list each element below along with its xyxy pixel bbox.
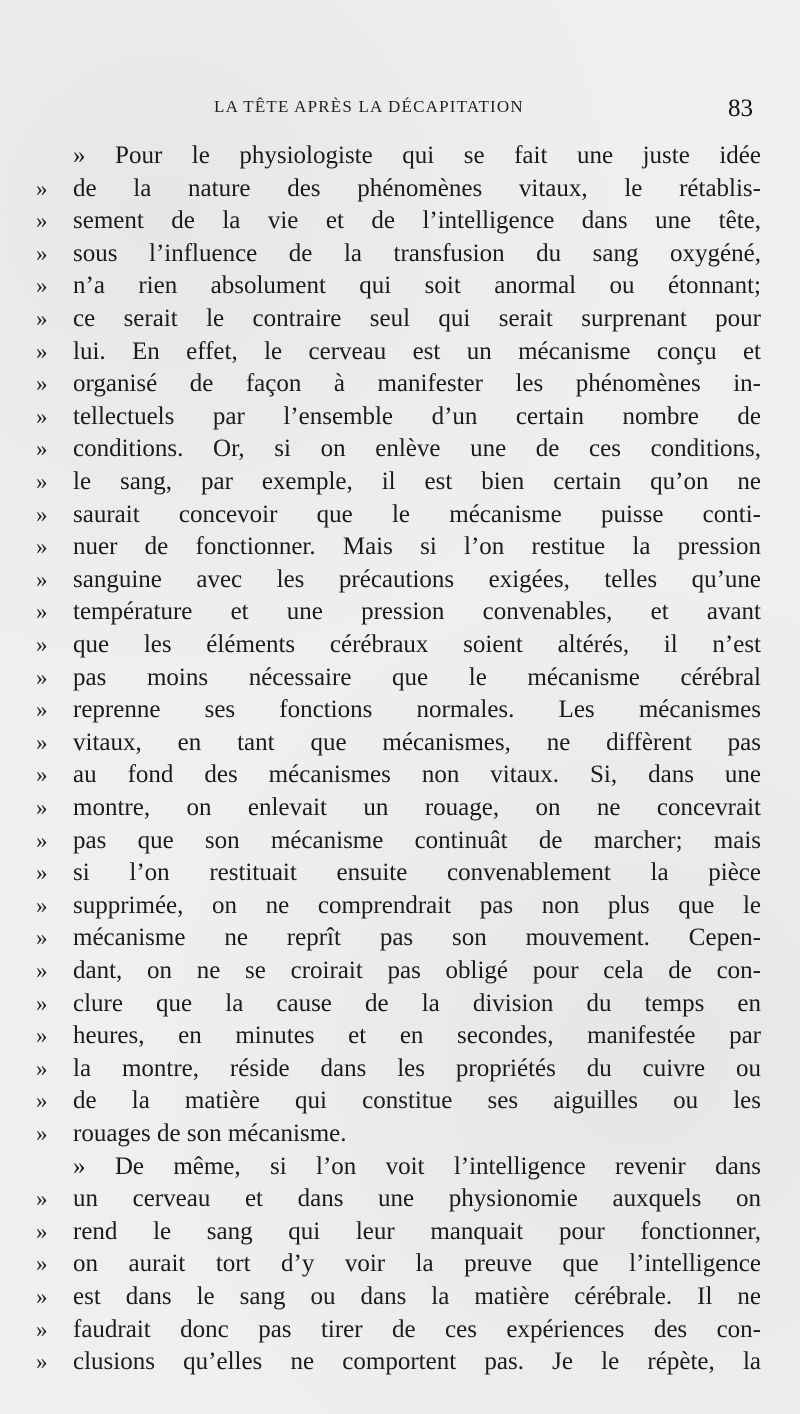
text-line [0,922,800,955]
text-line [0,401,800,434]
text-line [0,531,800,564]
quote-mark: » [36,925,48,951]
line-text: nuer de fonctionner. Mais si l’on restitue la pression [73,533,761,561]
line-text: organisé de façon à manifester les phénomènes in- [73,370,761,398]
line-text: vitaux, en tant que mécanismes, ne diffèrent pas [73,728,761,756]
line-text: montre, on enlevait un rouage, on ne concevrait [73,794,761,821]
text-line [0,1281,800,1314]
line-text: conditions. Or, si on enlève une de ces conditions, [73,435,761,463]
text-line [0,1118,800,1151]
line-text: n’a rien absolument qui soit anormal ou étonnant; [73,272,761,300]
line-text: est dans le sang ou dans la matière cérébrale. Il ne [73,1283,761,1310]
line-text: température et une pression convenables, et avant [73,598,761,626]
quote-mark: » [36,827,48,853]
quote-mark: » [36,240,48,266]
text-line [0,466,800,499]
text-line [0,857,800,890]
line-text: heures, en minutes et en secondes, manifestée par [73,1022,761,1050]
running-header [0,95,800,123]
line-text: dant, on ne se croirait pas obligé pour cela de con- [73,957,761,984]
running-title: LA TÊTE APRÈS LA DÉCAPITATION [214,97,524,116]
line-text: le sang, par exemple, il est bien certain qu’on ne [73,468,761,495]
quote-mark: » [36,306,48,331]
text-line [0,499,800,532]
quote-mark: » [36,208,48,234]
quote-mark: » [36,860,48,886]
line-text: si l’on restituait ensuite convenablement la pièce [73,859,761,887]
text-line [0,759,800,792]
line-text: tellectuels par l’ensemble d’un certain nombre de [73,402,761,430]
line-text: sement de la vie et de l’intelligence dans une tête, [73,207,761,235]
quote-mark: » [36,403,48,429]
text-line [0,629,800,662]
line-text: un cerveau et dans une physionomie auxquels on [73,1185,761,1213]
line-text: de la nature des phénomènes vitaux, le rétablis- [73,174,761,202]
quote-mark: » [36,990,48,1016]
quote-mark: » [36,1218,48,1244]
line-text: supprimée, on ne comprendrait pas non plus que le [73,891,761,919]
line-text: rouages de son mécanisme. [73,1120,347,1147]
text-line [0,1183,800,1216]
quote-mark: » [36,469,48,494]
quote-mark: » [36,436,48,462]
line-text: » Pour le physiologiste qui se fait une juste idée [73,142,761,169]
text-line [0,662,800,695]
quote-mark: » [36,729,48,755]
text-line [0,1151,800,1184]
text-line [0,1314,800,1347]
text-line [0,564,800,597]
line-text: saurait concevoir que le mécanisme puisse conti- [73,500,761,528]
text-line [0,1020,800,1053]
line-text: mécanisme ne reprît pas son mouvement. Cepen- [73,924,761,952]
text-line [0,825,800,858]
quote-mark: » [36,892,48,918]
quote-mark: » [36,273,48,299]
quote-mark: » [36,1055,48,1081]
quote-mark: » [36,1284,48,1309]
line-text: la montre, réside dans les propriétés du cuivre ou [73,1054,761,1082]
line-text: sous l’influence de la transfusion du sang oxygéné, [73,239,761,267]
quote-mark: » [36,371,48,397]
quote-mark: » [36,1349,48,1375]
text-line [0,1248,800,1281]
quote-mark: » [36,664,48,690]
line-text: » De même, si l’on voit l’intelligence revenir dans [73,1152,761,1180]
quote-mark: » [36,1186,48,1212]
quote-mark: » [36,632,48,657]
text-line [0,140,800,173]
line-text: faudrait donc pas tirer de ces expériences des con- [73,1315,761,1343]
text-line [0,955,800,988]
text-line [0,173,800,206]
quote-mark: » [36,1316,48,1342]
text-line [0,270,800,303]
quote-mark: » [36,1121,48,1146]
text-line [0,1346,800,1379]
text-line [0,433,800,466]
quote-mark: » [36,762,48,788]
line-text: clusions qu’elles ne comportent pas. Je le répète, la [73,1348,761,1376]
quote-mark: » [36,175,48,201]
quote-mark: » [36,1251,48,1277]
line-text: reprenne ses fonctions normales. Les mécanismes [73,696,761,724]
quote-mark: » [36,795,48,820]
text-line [0,596,800,629]
quote-mark: » [36,501,48,527]
quote-mark: » [36,534,48,560]
text-line [0,368,800,401]
text-line [0,727,800,760]
quote-mark: » [36,338,48,364]
line-text: rend le sang qui leur manquait pour fonctionner, [73,1217,761,1245]
text-line [0,1085,800,1118]
text-line [0,694,800,727]
quote-mark: » [36,697,48,723]
line-text: pas que son mécanisme continuât de marcher; mais [73,826,761,854]
quote-mark: » [36,1088,48,1114]
quote-mark: » [36,599,48,625]
text-line [0,336,800,369]
text-line [0,238,800,271]
text-line [0,988,800,1021]
text-line [0,205,800,238]
text-line [0,303,800,336]
line-text: lui. En effet, le cerveau est un mécanisme conçu et [73,337,761,365]
line-text: pas moins nécessaire que le mécanisme cérébral [73,663,761,691]
line-text: on aurait tort d’y voir la preuve que l’intelligence [73,1250,761,1278]
text-line [0,1216,800,1249]
line-text: au fond des mécanismes non vitaux. Si, dans une [73,761,761,789]
quote-mark: » [36,566,48,592]
line-text: sanguine avec les précautions exigées, telles qu’une [73,565,761,593]
text-line [0,890,800,923]
text-line [0,1053,800,1086]
line-text: ce serait le contraire seul qui serait surprenant pour [73,305,761,332]
line-text: de la matière qui constitue ses aiguilles ou les [73,1087,761,1115]
line-text: que les éléments cérébraux soient altérés, il n’est [73,631,761,658]
quote-mark: » [36,958,48,983]
line-text: clure que la cause de la division du temps en [73,989,761,1017]
page-number: 83 [728,95,753,122]
quote-mark: » [36,1023,48,1049]
text-line [0,792,800,825]
